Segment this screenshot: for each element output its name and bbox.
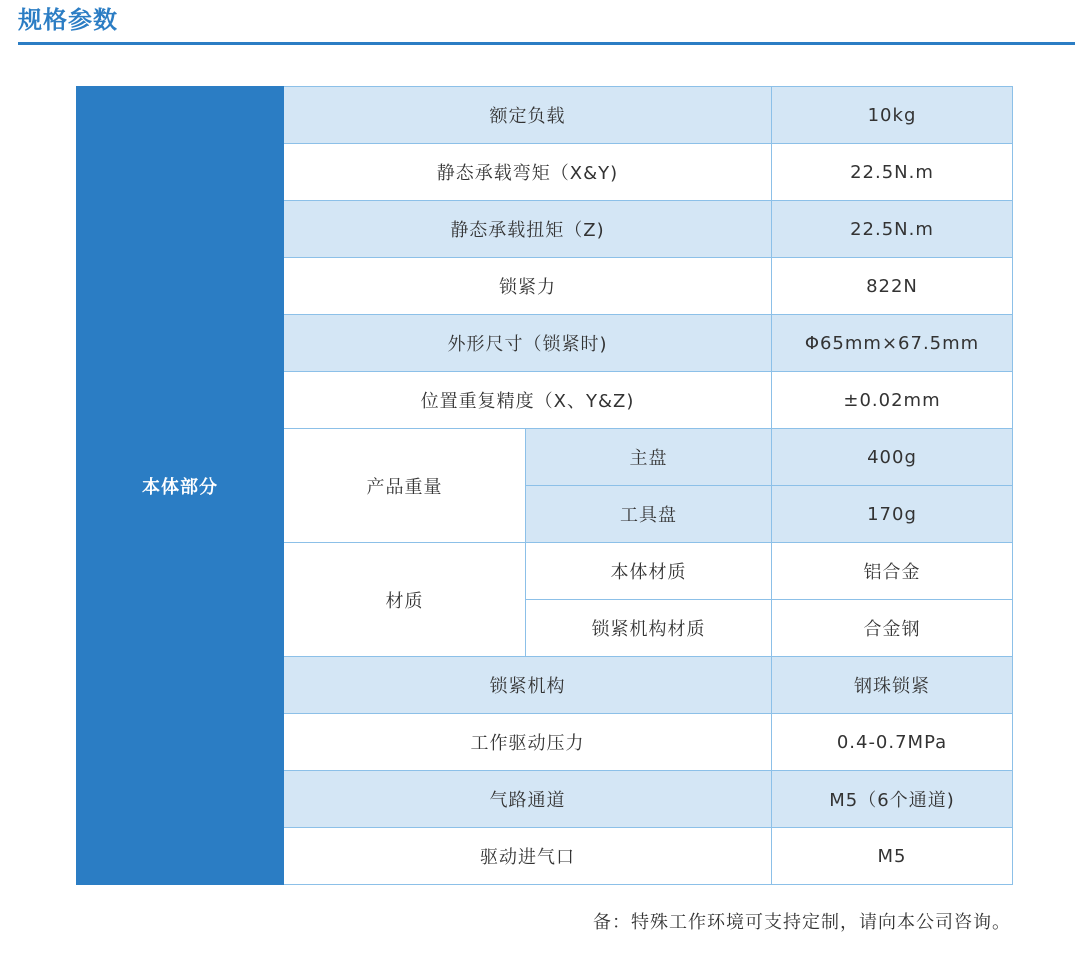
spec-label: 静态承载弯矩（X&Y) [284, 144, 772, 201]
spec-value: 822N [772, 258, 1013, 315]
table-row [77, 87, 1013, 144]
spec-label: 额定负载 [284, 87, 772, 144]
page-title: 规格参数 [18, 6, 118, 34]
spec-label: 气路通道 [284, 771, 772, 828]
spec-sublabel: 本体材质 [526, 543, 772, 600]
spec-value: 170g [772, 486, 1013, 543]
spec-value: Φ65mm×67.5mm [772, 315, 1013, 372]
spec-sublabel: 工具盘 [526, 486, 772, 543]
spec-label: 外形尺寸（锁紧时) [284, 315, 772, 372]
spec-label: 锁紧力 [284, 258, 772, 315]
spec-value: 合金钢 [772, 600, 1013, 657]
spec-value: 400g [772, 429, 1013, 486]
spec-value: 22.5N.m [772, 201, 1013, 258]
spec-value: 铝合金 [772, 543, 1013, 600]
title-divider [18, 42, 1075, 45]
spec-value: 10kg [772, 87, 1013, 144]
spec-table [76, 86, 1013, 885]
weight-group-label: 产品重量 [284, 429, 526, 543]
section-label: 本体部分 [77, 87, 284, 885]
spec-value: ±0.02mm [772, 372, 1013, 429]
footnote: 备：特殊工作环境可支持定制，请向本公司咨询。 [593, 912, 1011, 933]
spec-sublabel: 锁紧机构材质 [526, 600, 772, 657]
spec-label: 静态承载扭矩（Z) [284, 201, 772, 258]
material-group-label: 材质 [284, 543, 526, 657]
spec-label: 驱动进气口 [284, 828, 772, 885]
spec-value: 0.4-0.7MPa [772, 714, 1013, 771]
spec-label: 锁紧机构 [284, 657, 772, 714]
spec-sublabel: 主盘 [526, 429, 772, 486]
spec-value: 钢珠锁紧 [772, 657, 1013, 714]
spec-label: 位置重复精度（X、Y&Z) [284, 372, 772, 429]
spec-value: M5（6个通道) [772, 771, 1013, 828]
spec-value: M5 [772, 828, 1013, 885]
spec-value: 22.5N.m [772, 144, 1013, 201]
spec-label: 工作驱动压力 [284, 714, 772, 771]
